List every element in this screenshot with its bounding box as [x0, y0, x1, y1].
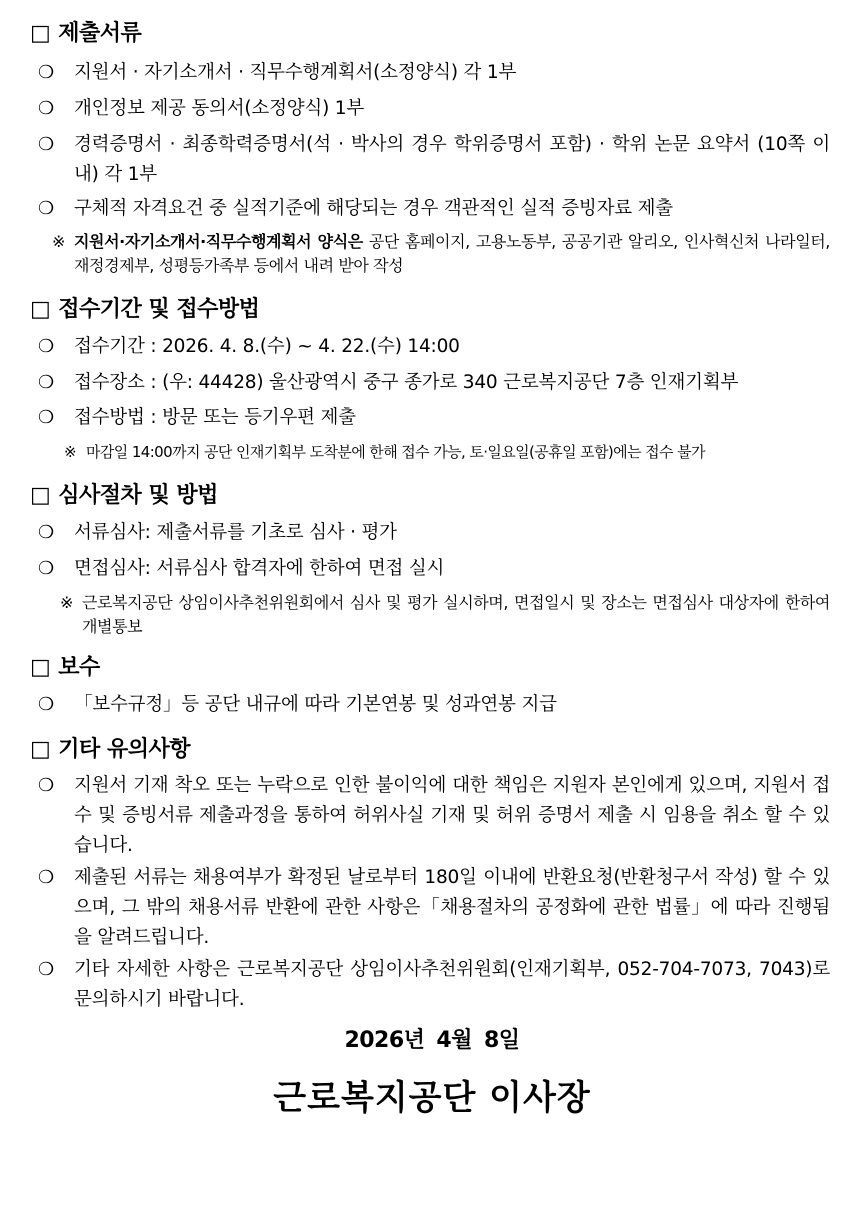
- list-item-text: 면접심사: 서류심사 합격자에 한하여 면접 실시: [74, 558, 445, 579]
- list-item-text: 기타 자세한 사항은 근로복지공단 상임이사추천위원회(인재기획부, 052-704-7073, 7043)로 문의하시기 바랍니다.: [74, 959, 830, 1010]
- section-title: 기타 유의사항: [58, 737, 190, 762]
- date-month: 4월: [436, 1028, 472, 1053]
- section-heading-notes: [30, 736, 190, 764]
- list-item-text: 제출된 서류는 채용여부가 확정된 날로부터 180일 이내에 반환요청(반환청구서 작성) 할 수 있으며, 그 밖의 채용서류 반환에 관한 사항은「채용절차의 공정화에 관한 법률」에 따라 진행됨을 알려드립니다.: [74, 867, 830, 948]
- note-text: 마감일 14:00까지 공단 인재기획부 도착분에 한해 접수 가능, 토·일요일(공휴일 포함)에는 접수 불가: [86, 443, 705, 461]
- circle-bullet-icon: ❍: [38, 775, 54, 796]
- reference-mark-icon: ※: [52, 232, 66, 251]
- list-item-text: 지원서 · 자기소개서 · 직무수행계획서(소정양식) 각 1부: [74, 62, 517, 83]
- note-text: 근로복지공단 상임이사추천위원회에서 심사 및 평가 실시하며, 면접일시 및 장소는 면접심사 대상자에 한하여 개별통보: [82, 593, 830, 636]
- circle-bullet-icon: ❍: [38, 98, 54, 119]
- checkbox-square-icon: □: [30, 737, 51, 762]
- checkbox-square-icon: □: [30, 21, 51, 46]
- note: [52, 230, 830, 278]
- list-item: [38, 403, 830, 433]
- list-item: [38, 368, 830, 398]
- checkbox-square-icon: □: [30, 483, 51, 508]
- note: [60, 591, 830, 639]
- list-item: [38, 94, 830, 124]
- circle-bullet-icon: ❍: [38, 372, 54, 393]
- list-item: [38, 332, 830, 362]
- circle-bullet-icon: ❍: [38, 522, 54, 543]
- list-item: [38, 58, 830, 88]
- section-title: 보수: [58, 655, 100, 680]
- date-day: 8일: [483, 1028, 520, 1053]
- note-text: 공단 홈페이지, 고용노동부, 공공기관 알리오, 인사혁신처 나라일터, 재정경제부, 성평등가족부 등에서 내려 받아 작성: [74, 232, 830, 275]
- issuer-name: 근로복지공단 이사장: [273, 1078, 591, 1118]
- list-item: [38, 771, 830, 861]
- circle-bullet-icon: ❍: [38, 959, 54, 980]
- circle-bullet-icon: ❍: [38, 336, 54, 357]
- list-item-text: 접수기간 : 2026. 4. 8.(수) ~ 4. 22.(수) 14:00: [74, 336, 460, 357]
- list-item-text: 지원서 기재 착오 또는 누락으로 인한 불이익에 대한 책임은 지원자 본인에게 있으며, 지원서 접수 및 증빙서류 제출과정을 통하여 허위사실 기재 및 허위 증명서 제출 시 임용을 취소 할 수 있습니다.: [74, 775, 830, 856]
- circle-bullet-icon: ❍: [38, 198, 54, 219]
- list-item: [38, 130, 830, 190]
- note-bold-text: 지원서·자기소개서·직무수행계획서 양식은: [74, 232, 363, 251]
- checkbox-square-icon: □: [30, 655, 51, 680]
- section-heading-application: [30, 296, 259, 324]
- circle-bullet-icon: ❍: [38, 558, 54, 579]
- reference-mark-icon: ※: [60, 593, 74, 612]
- checkbox-square-icon: □: [30, 297, 51, 322]
- note: [64, 440, 830, 464]
- list-item: [38, 690, 830, 720]
- list-item: [38, 518, 830, 548]
- list-item-text: 접수장소 : (우: 44428) 울산광역시 중구 종가로 340 근로복지공단 7층 인재기획부: [74, 372, 739, 393]
- document-date: [0, 1026, 864, 1056]
- section-heading-salary: [30, 654, 100, 682]
- list-item-text: 「보수규정」등 공단 내규에 따라 기본연봉 및 성과연봉 지급: [74, 694, 557, 715]
- section-title: 심사절차 및 방법: [58, 483, 218, 508]
- list-item: [38, 955, 830, 1015]
- circle-bullet-icon: ❍: [38, 407, 54, 428]
- section-title: 접수기간 및 접수방법: [58, 297, 260, 322]
- circle-bullet-icon: ❍: [38, 62, 54, 83]
- section-heading-documents: [30, 20, 141, 48]
- date-year: 2026년: [344, 1028, 425, 1053]
- circle-bullet-icon: ❍: [38, 867, 54, 888]
- list-item-text: 개인정보 제공 동의서(소정양식) 1부: [74, 98, 365, 119]
- list-item-text: 구체적 자격요건 중 실적기준에 해당되는 경우 객관적인 실적 증빙자료 제출: [74, 198, 673, 219]
- list-item: [38, 863, 830, 953]
- section-heading-screening: [30, 482, 218, 510]
- list-item-text: 접수방법 : 방문 또는 등기우편 제출: [74, 407, 356, 428]
- list-item-text: 경력증명서 · 최종학력증명서(석 · 박사의 경우 학위증명서 포함) · 학위 논문 요약서 (10쪽 이내) 각 1부: [74, 134, 830, 185]
- circle-bullet-icon: ❍: [38, 134, 54, 155]
- reference-mark-icon: ※: [64, 443, 76, 461]
- list-item: [38, 554, 830, 584]
- circle-bullet-icon: ❍: [38, 694, 54, 715]
- section-title: 제출서류: [58, 21, 142, 46]
- list-item-text: 서류심사: 제출서류를 기초로 심사 · 평가: [74, 522, 397, 543]
- list-item: [38, 194, 830, 224]
